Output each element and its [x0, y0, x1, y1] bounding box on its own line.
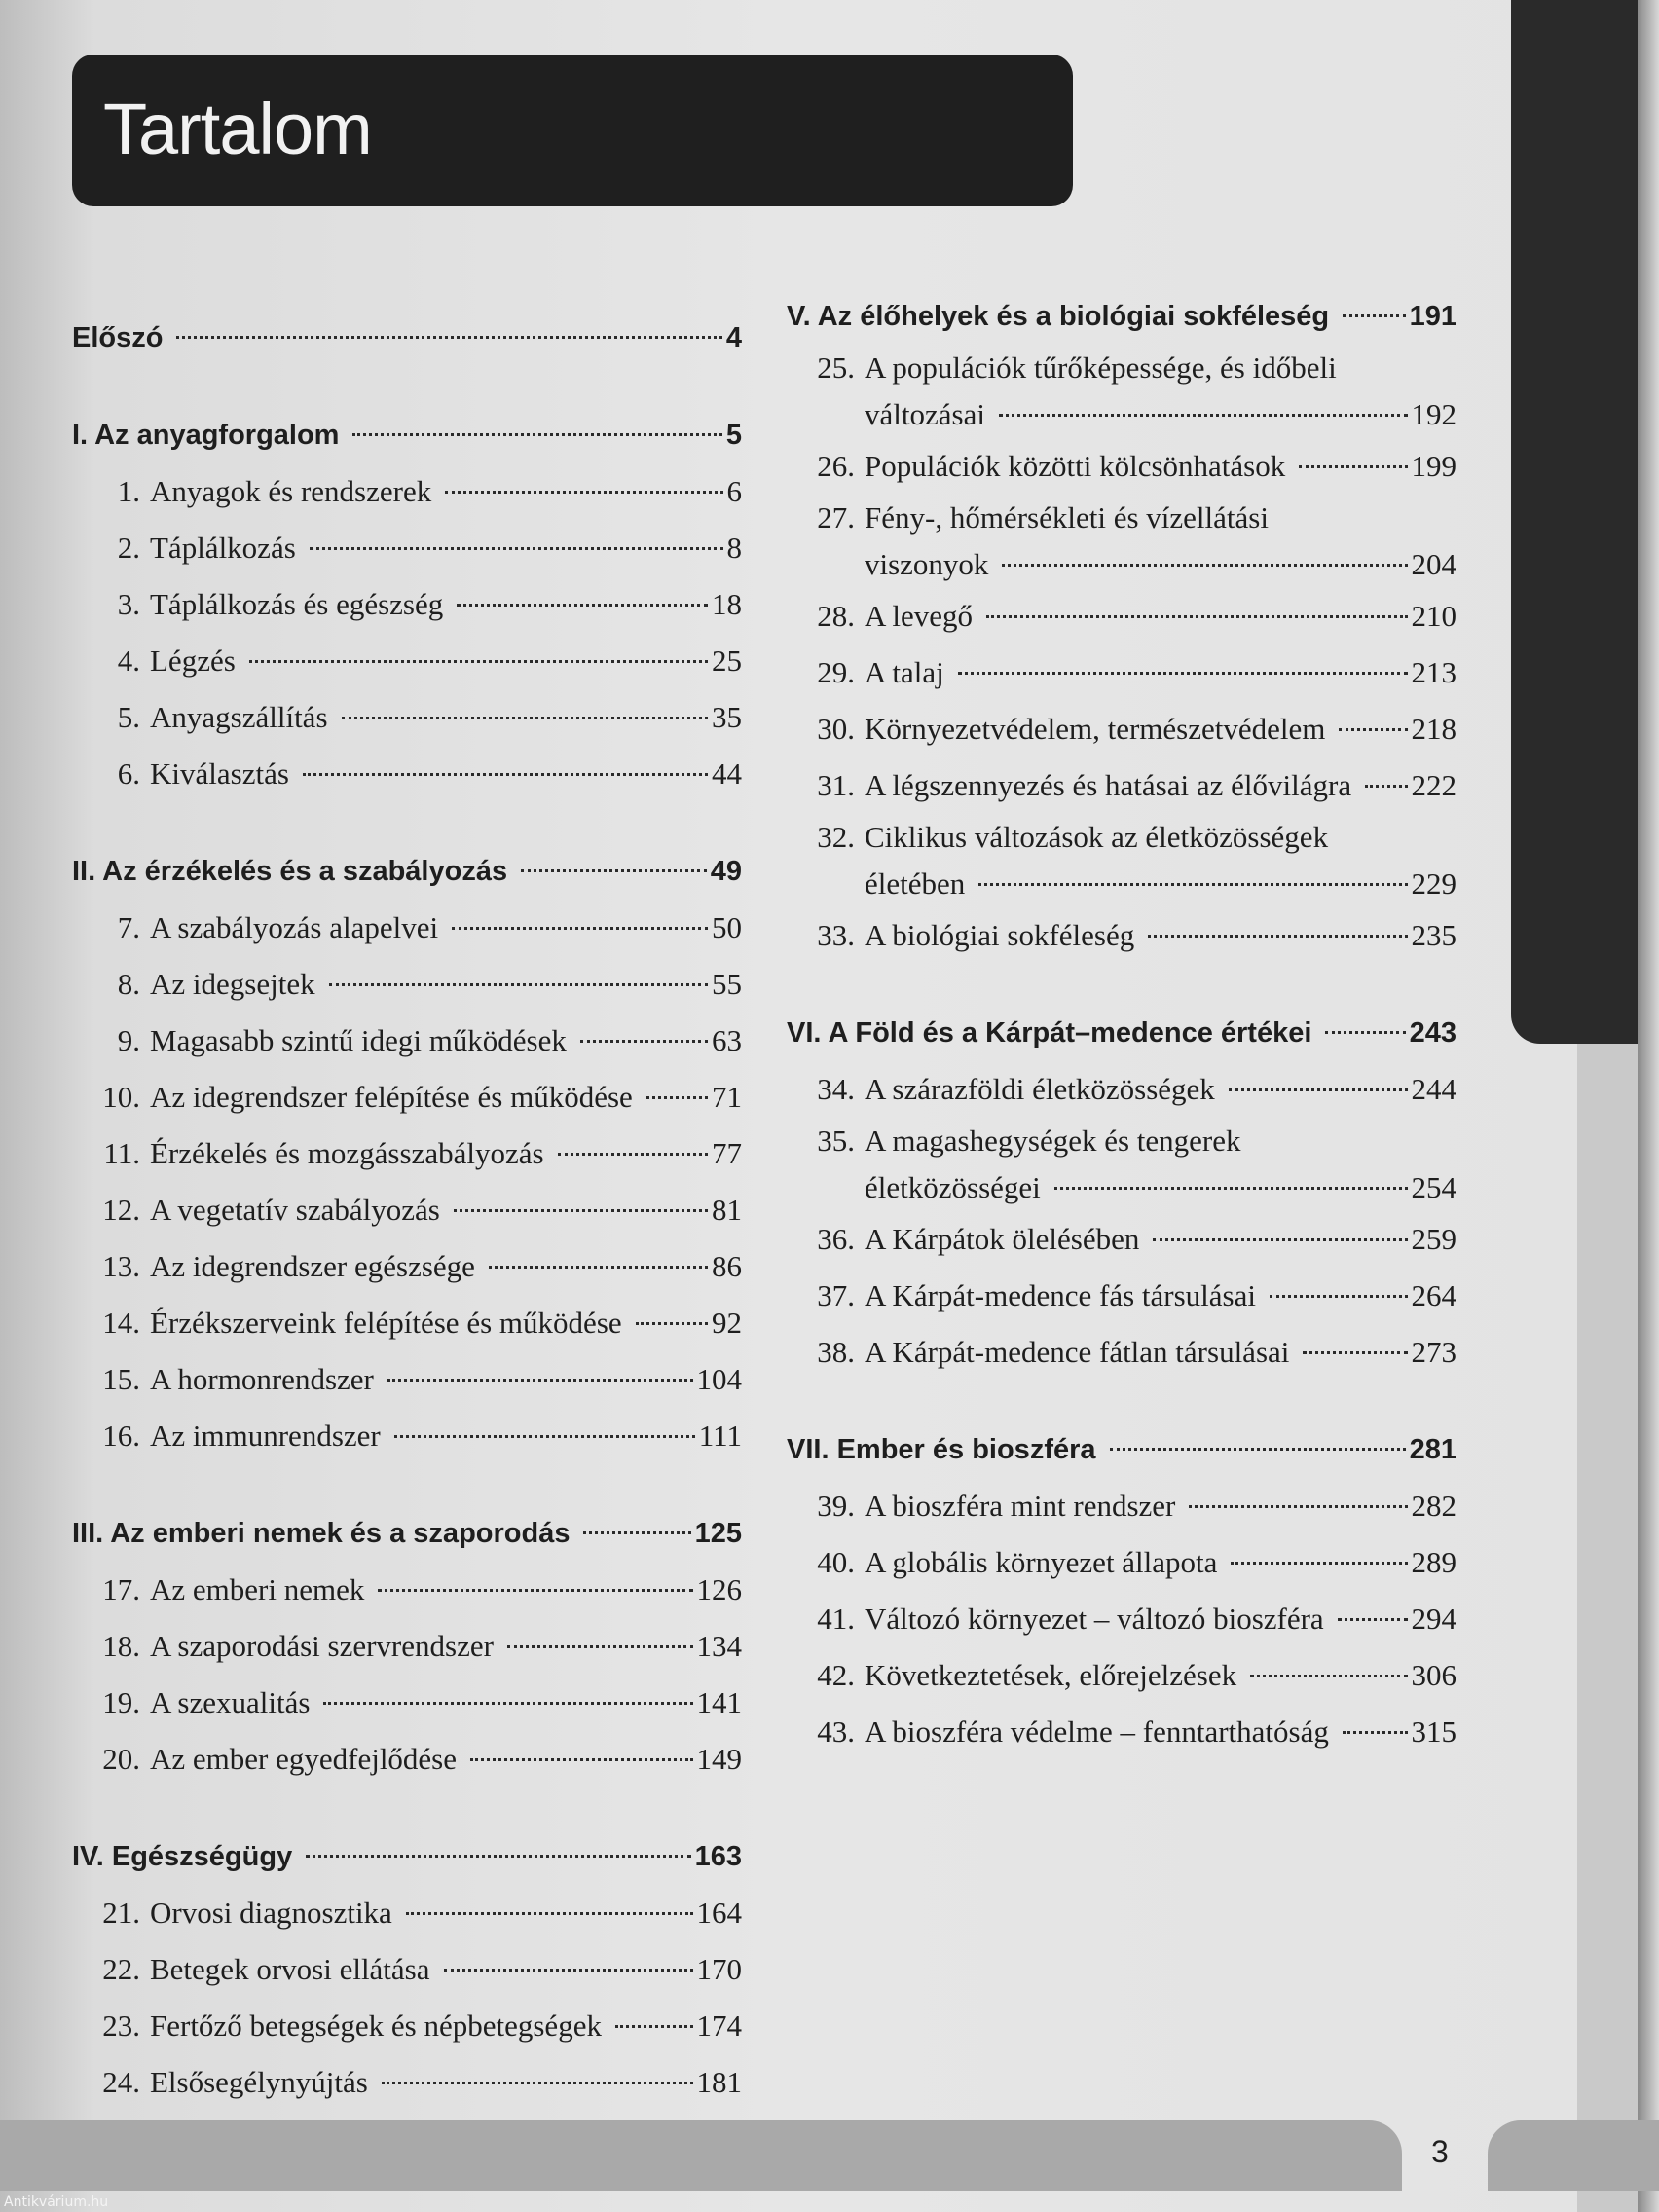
dot-leader — [583, 1531, 690, 1534]
dot-leader — [958, 672, 1408, 675]
section-page: 243 — [1409, 1017, 1456, 1049]
chapter-number: 18. — [102, 1629, 140, 1663]
dot-leader — [1054, 1187, 1408, 1190]
chapter-number: 10. — [102, 1080, 140, 1114]
chapter-title: Táplálkozás — [150, 531, 296, 565]
toc-section — [72, 1828, 742, 2111]
dot-leader — [445, 491, 722, 494]
chapter-number: 36. — [817, 1222, 855, 1256]
chapter-page: 244 — [1411, 1072, 1456, 1106]
chapter-page: 25 — [712, 644, 742, 678]
chapter-number: 32. — [817, 820, 855, 854]
chapter-number: 40. — [817, 1545, 855, 1579]
chapter-page: 213 — [1411, 655, 1456, 689]
chapter-page: 126 — [696, 1572, 742, 1606]
chapter-page: 35 — [712, 700, 742, 734]
dot-leader — [1250, 1675, 1407, 1677]
section-heading — [787, 1421, 1456, 1478]
chapter-entry — [787, 1061, 1456, 1118]
chapter-page: 63 — [712, 1023, 742, 1057]
chapter-page: 44 — [712, 756, 742, 791]
chapter-number: 14. — [102, 1306, 140, 1340]
chapter-page: 18 — [712, 587, 742, 621]
chapter-number: 2. — [117, 531, 140, 565]
chapter-entry — [72, 1013, 742, 1069]
chapter-entry — [72, 746, 742, 802]
dot-leader — [310, 547, 723, 550]
dot-leader — [452, 927, 708, 930]
dot-leader — [558, 1153, 708, 1156]
chapter-number: 41. — [817, 1602, 855, 1636]
chapter-entry — [72, 900, 742, 956]
dot-leader — [249, 660, 708, 663]
dot-leader — [457, 604, 708, 607]
chapter-title: Az ember egyedfejlődése — [150, 1742, 458, 1776]
chapter-title: A magashegységek és tengerek — [865, 1124, 1241, 1158]
chapter-title: A biológiai sokféleség — [865, 918, 1135, 952]
chapter-line — [814, 814, 1456, 861]
toc-section — [787, 1005, 1456, 1381]
chapter-page: 254 — [1411, 1170, 1456, 1204]
chapter-page: 71 — [712, 1080, 742, 1114]
chapter-page: 81 — [712, 1193, 742, 1227]
chapter-entry — [72, 1885, 742, 1941]
chapter-entry — [787, 345, 1456, 438]
chapter-number: 23. — [102, 2009, 140, 2043]
chapter-page: 273 — [1411, 1335, 1456, 1369]
section-title: IV. Egészségügy — [72, 1841, 293, 1872]
dot-leader — [521, 869, 707, 872]
chapter-number: 31. — [817, 768, 855, 802]
dot-leader — [342, 717, 708, 719]
title-banner — [72, 55, 1073, 206]
chapter-title: Fény-, hőmérsékleti és vízellátási — [865, 500, 1269, 535]
dot-leader — [387, 1379, 693, 1382]
chapter-title: Betegek orvosi ellátása — [150, 1952, 430, 1986]
dot-leader — [394, 1435, 695, 1438]
dot-leader — [646, 1096, 708, 1099]
chapter-entry — [72, 633, 742, 689]
chapter-page: 181 — [696, 2065, 742, 2099]
chapter-entry — [72, 520, 742, 576]
dot-leader — [1338, 1618, 1408, 1621]
chapter-title: Anyagok és rendszerek — [150, 474, 432, 508]
chapter-title: A talaj — [865, 655, 944, 689]
chapter-tab — [1511, 0, 1638, 1044]
chapter-number: 27. — [817, 500, 855, 535]
chapter-number: 19. — [102, 1685, 140, 1719]
chapter-entry — [72, 1351, 742, 1408]
section-page: 49 — [710, 856, 742, 887]
dot-leader — [1365, 785, 1407, 788]
chapter-entry — [787, 588, 1456, 645]
chapter-title: Az immunrendszer — [150, 1419, 381, 1453]
dot-leader — [1229, 1088, 1408, 1091]
chapter-title: A szabályozás alapelvei — [150, 910, 439, 944]
chapter-title: Fertőző betegségek és népbetegségek — [150, 2009, 602, 2043]
section-heading — [787, 288, 1456, 345]
chapter-entry — [72, 1182, 742, 1238]
chapter-number: 11. — [103, 1136, 140, 1170]
chapter-page: 235 — [1411, 918, 1456, 952]
dot-leader — [176, 336, 721, 339]
chapter-title: Anyagszállítás — [150, 700, 328, 734]
chapter-number: 4. — [117, 644, 140, 678]
chapter-title: A bioszféra mint rendszer — [865, 1489, 1176, 1523]
chapter-page: 174 — [696, 2009, 742, 2043]
chapter-title: A szaporodási szervrendszer — [150, 1629, 494, 1663]
chapter-entry — [787, 1591, 1456, 1647]
chapter-entry — [72, 1618, 742, 1675]
dot-leader — [352, 433, 721, 436]
chapter-title: Magasabb szintű idegi működések — [150, 1023, 567, 1057]
chapter-entry — [72, 1941, 742, 1998]
chapter-entry — [72, 1562, 742, 1618]
chapter-number: 22. — [102, 1952, 140, 1986]
chapter-page: 204 — [1411, 547, 1456, 581]
page-edge — [1638, 0, 1659, 2212]
chapter-title: A populációk tűrőképessége, és időbeli — [865, 350, 1337, 385]
dot-leader — [303, 773, 708, 776]
chapter-title: Érzékelés és mozgásszabályozás — [150, 1136, 544, 1170]
chapter-number: 6. — [117, 756, 140, 791]
chapter-entry — [787, 1704, 1456, 1760]
chapter-title: Az idegrendszer felépítése és működése — [150, 1080, 633, 1114]
page-number: 3 — [1431, 2134, 1449, 2169]
chapter-entry — [787, 1647, 1456, 1704]
footer-band-right — [1488, 2120, 1659, 2191]
chapter-page: 8 — [726, 531, 742, 565]
chapter-number: 5. — [117, 700, 140, 734]
chapter-number: 8. — [117, 967, 140, 1001]
chapter-entry — [787, 645, 1456, 701]
chapter-title-continued: életközösségei — [865, 1170, 1041, 1204]
chapter-title: Elsősegélynyújtás — [150, 2065, 368, 2099]
section-page: 125 — [694, 1518, 742, 1549]
chapter-number: 25. — [817, 350, 855, 385]
chapter-number: 34. — [817, 1072, 855, 1106]
chapter-title: Táplálkozás és egészség — [150, 587, 444, 621]
chapter-page: 289 — [1411, 1545, 1456, 1579]
chapter-page: 282 — [1411, 1489, 1456, 1523]
chapter-page: 6 — [726, 474, 742, 508]
chapter-number: 35. — [817, 1124, 855, 1158]
dot-leader — [1303, 1351, 1407, 1354]
chapter-entry — [72, 1238, 742, 1295]
dot-leader — [1299, 465, 1407, 468]
chapter-entry — [787, 1268, 1456, 1324]
chapter-page: 86 — [712, 1249, 742, 1283]
dot-leader — [378, 1589, 692, 1592]
dot-leader — [615, 2025, 693, 2028]
chapter-number: 42. — [817, 1658, 855, 1692]
chapter-title: A Kárpát-medence fátlan társulásai — [865, 1335, 1290, 1369]
chapter-page: 111 — [698, 1419, 742, 1453]
chapter-number: 15. — [102, 1362, 140, 1396]
dot-leader — [1148, 935, 1407, 938]
chapter-title: Az idegsejtek — [150, 967, 315, 1001]
dot-leader — [323, 1702, 692, 1705]
chapter-title: A levegő — [865, 599, 974, 633]
section-page: 191 — [1409, 301, 1456, 332]
chapter-page: 92 — [712, 1306, 742, 1340]
chapter-title-continued: változásai — [865, 397, 985, 431]
chapter-number: 37. — [817, 1278, 855, 1312]
chapter-entry — [787, 1534, 1456, 1591]
chapter-number: 17. — [102, 1572, 140, 1606]
dot-leader — [489, 1266, 708, 1269]
chapter-entry — [787, 1478, 1456, 1534]
chapter-page: 218 — [1411, 712, 1456, 746]
section-heading — [72, 310, 742, 366]
section-title: VII. Ember és bioszféra — [787, 1434, 1096, 1465]
chapter-title: A szárazföldi életközösségek — [865, 1072, 1215, 1106]
chapter-number: 38. — [817, 1335, 855, 1369]
chapter-page: 294 — [1411, 1602, 1456, 1636]
chapter-entry — [72, 1295, 742, 1351]
chapter-number: 39. — [817, 1489, 855, 1523]
dot-leader — [978, 883, 1407, 886]
section-page: 5 — [725, 420, 742, 451]
chapter-number: 12. — [102, 1193, 140, 1227]
dot-leader — [1343, 1731, 1408, 1734]
chapter-number: 13. — [102, 1249, 140, 1283]
chapter-entry — [787, 438, 1456, 495]
chapter-entry — [72, 956, 742, 1013]
dot-leader — [580, 1040, 708, 1043]
chapter-entry — [787, 1118, 1456, 1211]
section-title: III. Az emberi nemek és a szaporodás — [72, 1518, 571, 1549]
chapter-title: A hormonrendszer — [150, 1362, 374, 1396]
chapter-page: 199 — [1411, 449, 1456, 483]
dot-leader — [444, 1969, 693, 1972]
section-heading — [787, 1005, 1456, 1061]
chapter-line-continued — [814, 1164, 1456, 1211]
chapter-page: 55 — [712, 967, 742, 1001]
chapter-line-continued — [814, 541, 1456, 588]
chapter-number: 1. — [117, 474, 140, 508]
chapter-page: 315 — [1411, 1714, 1456, 1749]
dot-leader — [1231, 1562, 1407, 1565]
chapter-page: 229 — [1411, 866, 1456, 901]
dot-leader — [999, 414, 1408, 417]
chapter-title: A bioszféra védelme – fenntarthatóság — [865, 1714, 1329, 1749]
toc-section — [72, 310, 742, 366]
chapter-page: 192 — [1411, 397, 1456, 431]
dot-leader — [406, 1912, 693, 1915]
chapter-entry — [72, 689, 742, 746]
chapter-number: 9. — [117, 1023, 140, 1057]
chapter-title: Változó környezet – változó bioszféra — [865, 1602, 1324, 1636]
chapter-page: 306 — [1411, 1658, 1456, 1692]
chapter-number: 30. — [817, 712, 855, 746]
chapter-number: 21. — [102, 1896, 140, 1930]
chapter-page: 222 — [1411, 768, 1456, 802]
chapter-page: 141 — [696, 1685, 742, 1719]
dot-leader — [1270, 1295, 1408, 1298]
toc-left-column — [72, 310, 742, 2152]
chapter-number: 3. — [117, 587, 140, 621]
chapter-entry — [72, 1731, 742, 1788]
chapter-entry — [72, 1069, 742, 1125]
chapter-page: 104 — [696, 1362, 742, 1396]
chapter-entry — [787, 907, 1456, 964]
chapter-page: 264 — [1411, 1278, 1456, 1312]
dot-leader — [470, 1758, 692, 1761]
chapter-entry — [72, 1998, 742, 2054]
chapter-line — [814, 495, 1456, 541]
chapter-title: Ciklikus változások az életközösségek — [865, 820, 1329, 854]
page-title: Tartalom — [103, 89, 372, 169]
chapter-entry — [787, 1211, 1456, 1268]
section-page: 163 — [694, 1841, 742, 1872]
section-title: II. Az érzékelés és a szabályozás — [72, 856, 508, 887]
chapter-page: 134 — [696, 1629, 742, 1663]
toc-section — [787, 1421, 1456, 1760]
section-title: I. Az anyagforgalom — [72, 420, 340, 451]
toc-section — [72, 1505, 742, 1788]
chapter-page: 259 — [1411, 1222, 1456, 1256]
dot-leader — [329, 983, 708, 986]
dot-leader — [1339, 728, 1407, 731]
section-title: V. Az élőhelyek és a biológiai sokféleség — [787, 301, 1330, 332]
chapter-line — [814, 345, 1456, 391]
dot-leader — [382, 2082, 693, 2084]
chapter-entry — [787, 1324, 1456, 1381]
chapter-title: Orvosi diagnosztika — [150, 1896, 392, 1930]
section-heading — [72, 843, 742, 900]
chapter-number: 7. — [117, 910, 140, 944]
dot-leader — [1110, 1448, 1406, 1451]
chapter-entry — [72, 1675, 742, 1731]
watermark: Antikvárium.hu — [4, 2194, 109, 2210]
chapter-number: 43. — [817, 1714, 855, 1749]
chapter-title: A Kárpátok ölelésében — [865, 1222, 1140, 1256]
chapter-line — [814, 1118, 1456, 1164]
chapter-page: 149 — [696, 1742, 742, 1776]
chapter-title: Populációk közötti kölcsönhatások — [865, 449, 1286, 483]
chapter-page: 77 — [712, 1136, 742, 1170]
dot-leader — [507, 1645, 693, 1648]
chapter-page: 164 — [696, 1896, 742, 1930]
section-title: Előszó — [72, 322, 164, 353]
dot-leader — [1189, 1505, 1407, 1508]
chapter-entry — [787, 814, 1456, 907]
chapter-number: 33. — [817, 918, 855, 952]
chapter-entry — [787, 757, 1456, 814]
dot-leader — [454, 1209, 708, 1212]
chapter-title: A szexualitás — [150, 1685, 311, 1719]
chapter-entry — [72, 2054, 742, 2111]
chapter-title-continued: viszonyok — [865, 547, 989, 581]
dot-leader — [636, 1322, 708, 1325]
section-page: 281 — [1409, 1434, 1456, 1465]
chapter-entry — [72, 1408, 742, 1464]
chapter-title: Légzés — [150, 644, 236, 678]
section-heading — [72, 1828, 742, 1885]
toc-section — [787, 288, 1456, 964]
dot-leader — [1343, 314, 1405, 317]
chapter-title: A vegetatív szabályozás — [150, 1193, 440, 1227]
section-heading — [72, 407, 742, 463]
chapter-title: A légszennyezés és hatásai az élővilágra — [865, 768, 1352, 802]
chapter-title: Érzékszerveink felépítése és működése — [150, 1306, 622, 1340]
toc-section — [72, 407, 742, 802]
chapter-title: Az emberi nemek — [150, 1572, 365, 1606]
chapter-number: 26. — [817, 449, 855, 483]
footer-band — [0, 2120, 1402, 2191]
dot-leader — [1325, 1031, 1405, 1034]
chapter-number: 24. — [102, 2065, 140, 2099]
chapter-title: Kiválasztás — [150, 756, 289, 791]
chapter-entry — [787, 701, 1456, 757]
chapter-entry — [72, 463, 742, 520]
dot-leader — [1153, 1238, 1407, 1241]
chapter-number: 20. — [102, 1742, 140, 1776]
chapter-number: 16. — [102, 1419, 140, 1453]
dot-leader — [986, 615, 1407, 618]
dot-leader — [1002, 564, 1407, 567]
chapter-page: 210 — [1411, 599, 1456, 633]
section-page: 4 — [725, 322, 742, 353]
dot-leader — [306, 1855, 690, 1858]
chapter-entry — [787, 495, 1456, 588]
toc-right-column — [787, 288, 1456, 1801]
chapter-title-continued: életében — [865, 866, 966, 901]
chapter-line-continued — [814, 861, 1456, 907]
chapter-number: 28. — [817, 599, 855, 633]
chapter-title: Az idegrendszer egészsége — [150, 1249, 475, 1283]
toc-section — [72, 843, 742, 1464]
section-heading — [72, 1505, 742, 1562]
chapter-title: A Kárpát-medence fás társulásai — [865, 1278, 1256, 1312]
chapter-title: Környezetvédelem, természetvédelem — [865, 712, 1326, 746]
chapter-number: 29. — [817, 655, 855, 689]
chapter-line-continued — [814, 391, 1456, 438]
chapter-entry — [72, 576, 742, 633]
chapter-title: A globális környezet állapota — [865, 1545, 1218, 1579]
chapter-title: Következtetések, előrejelzések — [865, 1658, 1237, 1692]
chapter-page: 50 — [712, 910, 742, 944]
section-title: VI. A Föld és a Kárpát–medence értékei — [787, 1017, 1312, 1049]
chapter-entry — [72, 1125, 742, 1182]
chapter-page: 170 — [696, 1952, 742, 1986]
